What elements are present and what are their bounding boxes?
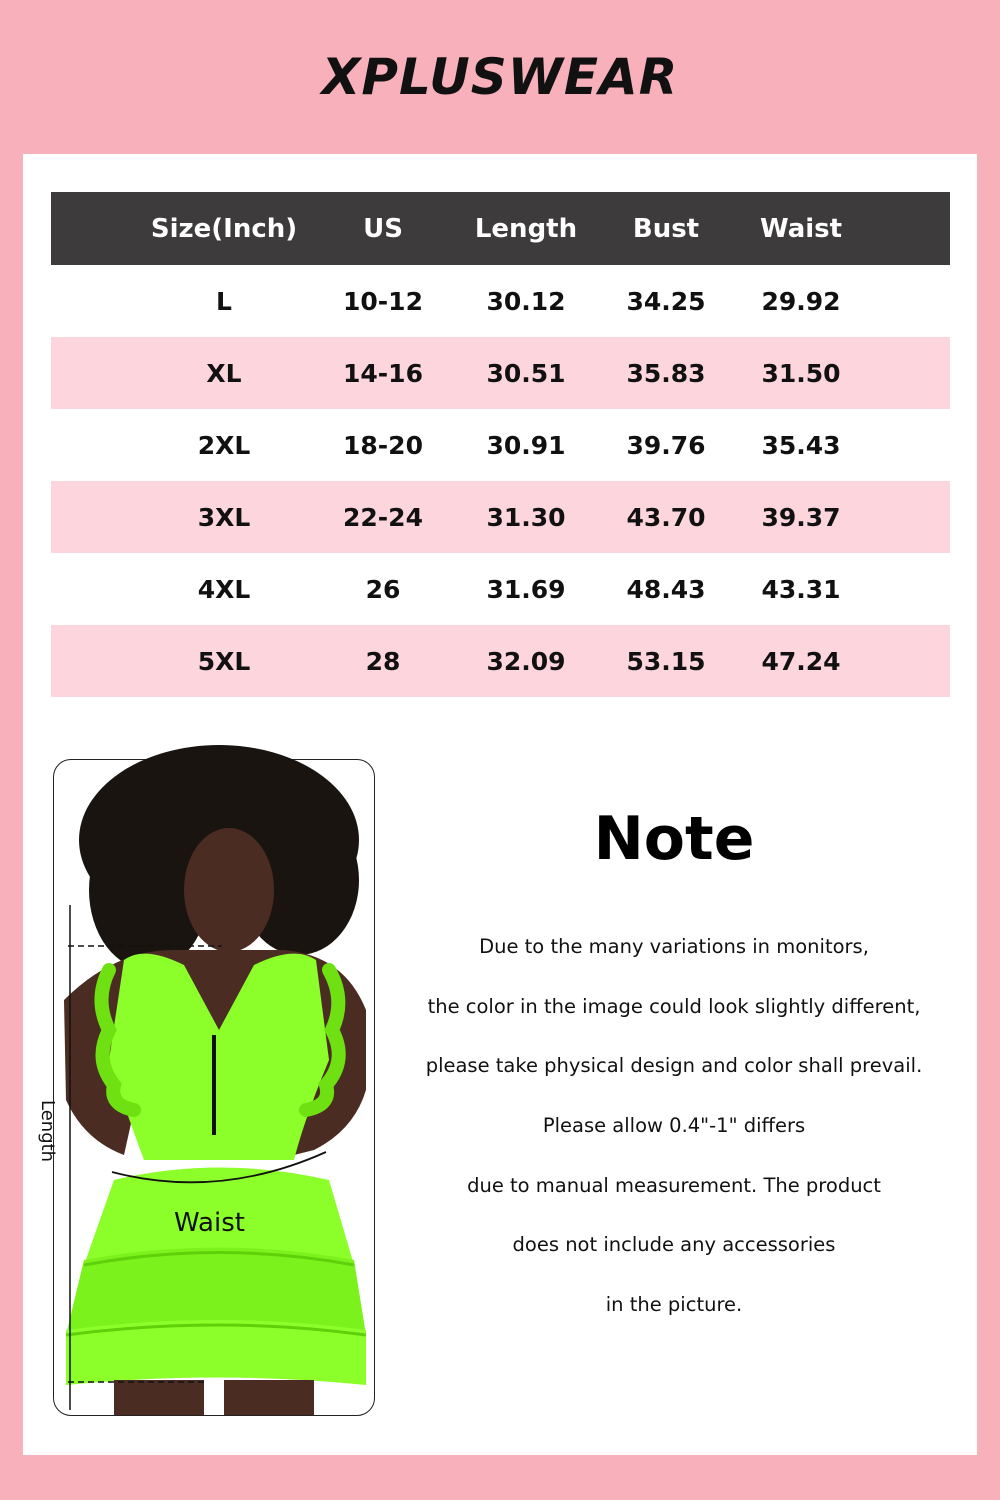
table-row bbox=[51, 481, 950, 553]
size-cell: 5XL bbox=[197, 646, 251, 676]
header-us: US bbox=[363, 213, 403, 244]
table-row bbox=[51, 409, 950, 481]
size-cell: XL bbox=[206, 358, 242, 388]
size-chart-panel bbox=[23, 154, 977, 1455]
length-cell: 31.30 bbox=[486, 502, 566, 532]
model-measurement-image bbox=[37, 759, 375, 1416]
header-size: Size(Inch) bbox=[150, 213, 298, 244]
length-cell: 30.12 bbox=[486, 286, 566, 316]
bust-cell: 43.70 bbox=[626, 502, 706, 532]
length-cell: 32.09 bbox=[486, 646, 566, 676]
length-cell: 31.69 bbox=[486, 574, 566, 604]
header-bust: Bust bbox=[632, 213, 700, 244]
us-cell: 22-24 bbox=[343, 502, 423, 532]
waist-measure-label: Waist bbox=[174, 1208, 245, 1238]
model-illustration bbox=[54, 760, 374, 1415]
bust-cell: 39.76 bbox=[626, 430, 706, 460]
note-line: Due to the many variations in monitors, bbox=[479, 935, 869, 959]
waist-cell: 29.92 bbox=[761, 286, 841, 316]
note-line: does not include any accessories bbox=[512, 1233, 836, 1257]
size-cell: 3XL bbox=[197, 502, 251, 532]
us-cell: 10-12 bbox=[343, 286, 423, 316]
length-cell: 30.51 bbox=[486, 358, 566, 388]
table-row bbox=[51, 265, 950, 337]
us-cell: 28 bbox=[365, 646, 401, 676]
note-line: due to manual measurement. The product bbox=[467, 1173, 881, 1197]
size-table bbox=[51, 192, 950, 697]
waist-cell: 47.24 bbox=[761, 646, 841, 676]
length-measure-label: Length bbox=[37, 1100, 58, 1163]
table-header-row bbox=[51, 192, 950, 265]
waist-cell: 35.43 bbox=[761, 430, 841, 460]
us-cell: 18-20 bbox=[343, 430, 423, 460]
note-text bbox=[393, 917, 955, 1334]
waist-cell: 39.37 bbox=[761, 502, 841, 532]
header-waist: Waist bbox=[759, 213, 843, 244]
bust-cell: 48.43 bbox=[626, 574, 706, 604]
note-title: Note bbox=[593, 804, 755, 874]
note-line: in the picture. bbox=[605, 1292, 743, 1316]
bust-cell: 35.83 bbox=[626, 358, 706, 388]
us-cell: 26 bbox=[365, 574, 401, 604]
us-cell: 14-16 bbox=[343, 358, 423, 388]
size-cell: L bbox=[216, 286, 232, 316]
table-row bbox=[51, 337, 950, 409]
note-line: the color in the image could look slightly different, bbox=[427, 994, 921, 1018]
size-cell: 4XL bbox=[197, 574, 251, 604]
table-row bbox=[51, 553, 950, 625]
note-line: please take physical design and color shall prevail. bbox=[425, 1054, 923, 1078]
table-row bbox=[51, 625, 950, 697]
waist-cell: 43.31 bbox=[761, 574, 841, 604]
brand-logo: XPLUSWEAR bbox=[321, 48, 679, 106]
note-line: Please allow 0.4"-1" differs bbox=[542, 1114, 806, 1138]
size-cell: 2XL bbox=[197, 430, 251, 460]
bust-cell: 34.25 bbox=[626, 286, 706, 316]
header-length: Length bbox=[474, 213, 578, 244]
length-cell: 30.91 bbox=[486, 430, 566, 460]
waist-cell: 31.50 bbox=[761, 358, 841, 388]
bust-cell: 53.15 bbox=[626, 646, 706, 676]
